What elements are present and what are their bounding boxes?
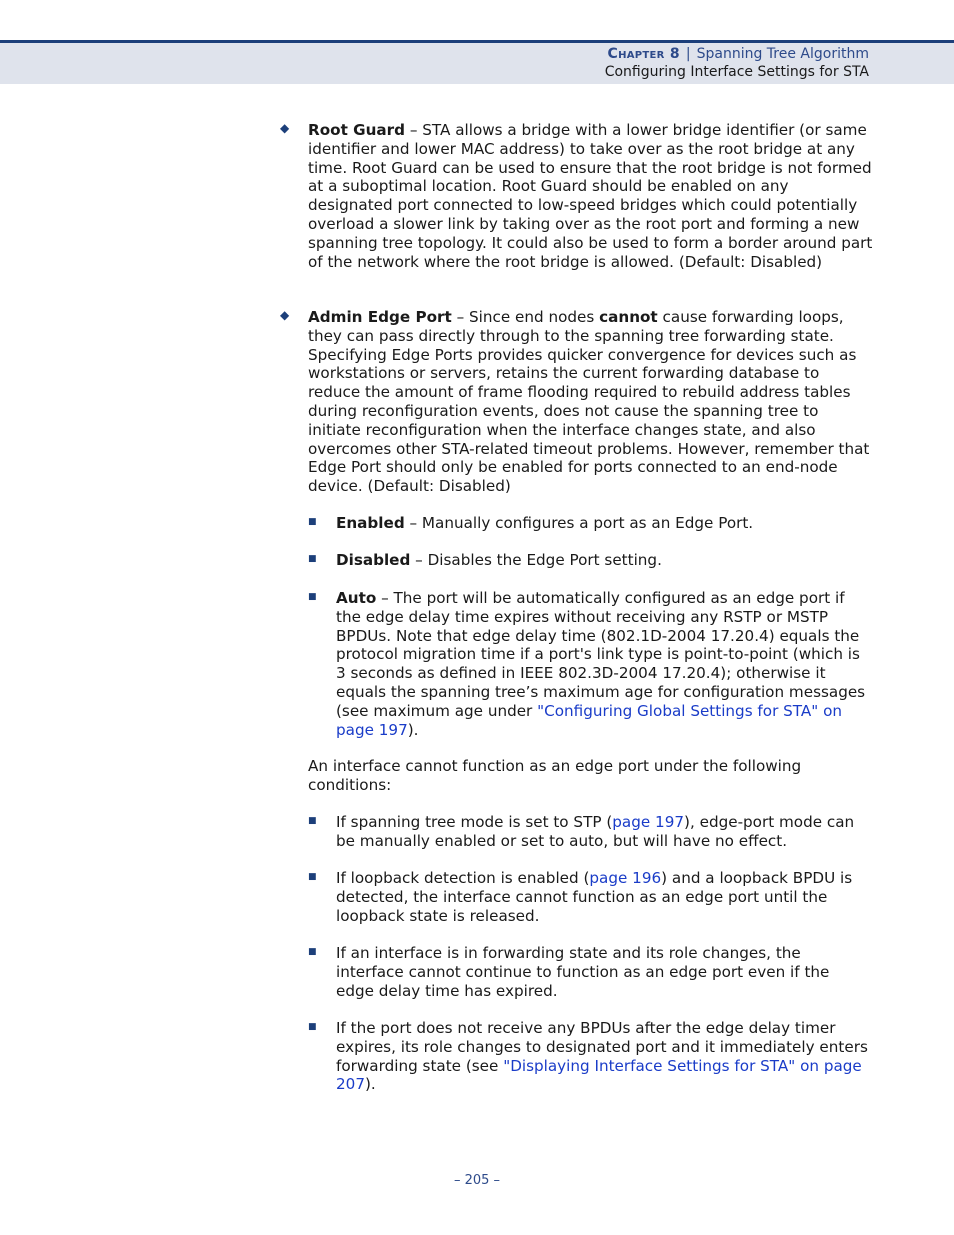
square-bullet-icon: ■ — [308, 816, 317, 826]
condition-text: ) and a loopback BPDU is detected, the interface cannot function as an edge port until the loopback state is released. — [336, 869, 853, 925]
condition-text: If an interface is in forwarding state and its role changes, the interface cannot continue to function as an edge port even if the edge delay time has expired. — [336, 944, 830, 1000]
admin-edge-paragraph — [308, 308, 873, 496]
displaying-interface-settings-link[interactable]: "Displaying Interface Settings for STA" on page 207 — [336, 1056, 862, 1094]
option-disabled — [336, 551, 871, 570]
square-bullet-icon: ■ — [308, 554, 317, 564]
square-bullet-icon: ■ — [308, 872, 317, 882]
page-196-link[interactable]: page 196 — [589, 869, 662, 887]
admin-edge-emphasis: cannot — [599, 308, 658, 326]
option-enabled — [336, 514, 871, 533]
condition-text: If the port does not receive any BPDUs after the edge delay timer expires, its role changes to designated port and it immediately enters forwarding state (see — [336, 1019, 868, 1075]
option-term: Disabled — [336, 551, 411, 569]
root-guard-text: – STA allows a bridge with a lower bridge identifier (or same identifier and lower MAC address) to take over as the root bridge at any time. Root Guard can be used to ensure that the root bridge is not formed at a suboptimal location. Root Guard should be enabled on any designated port connected to low-speed bridges which could potentially overload a slower link by taking over as the root port and forming a new spanning tree topology. It could also be used to form a border around part of the network where the root bridge is allowed. (Default: Disabled) — [308, 121, 873, 271]
option-text: – Manually configures a port as an Edge Port. — [404, 514, 754, 532]
condition-text: ). — [365, 1075, 376, 1094]
option-term: Auto — [336, 589, 377, 607]
option-term: Enabled — [336, 514, 405, 532]
square-bullet-icon: ■ — [308, 592, 317, 602]
page-197-link[interactable]: page 197 — [612, 813, 685, 831]
header-separator: | — [685, 46, 691, 62]
diamond-bullet-icon: ◆ — [280, 121, 290, 135]
admin-edge-text: cause forwarding loops, they can pass directly through to the spanning tree forwarding state. Specifying Edge Ports provides quicker convergence for devices such as workstations or servers, retains the current forwarding database to reduce the amount of frame flooding required to rebuild address tables during reconfiguration events, does not cause the spanning tree to initiate reconfiguration when the interface changes state, and also overcomes other STA-related timeout problems. However, remember that Edge Port should only be enabled for ports connected to an end-node device. (Default: Disabled) — [308, 308, 870, 496]
admin-edge-text: – Since end nodes — [451, 308, 600, 326]
option-text: – Disables the Edge Port setting. — [410, 551, 662, 569]
condition-item — [336, 813, 871, 851]
page-header — [0, 40, 954, 84]
chapter-label: Chapter 8 — [607, 46, 680, 62]
conditions-intro: An interface cannot function as an edge port under the following conditions: — [308, 757, 802, 794]
condition-item — [336, 869, 871, 925]
square-bullet-icon: ■ — [308, 947, 317, 957]
diamond-bullet-icon: ◆ — [280, 308, 290, 322]
condition-item — [336, 1019, 871, 1094]
option-auto — [336, 589, 871, 739]
root-guard-paragraph — [308, 121, 873, 271]
condition-text: If spanning tree mode is set to STP ( — [336, 813, 613, 831]
chapter-title: Spanning Tree Algorithm — [696, 46, 869, 62]
page-number: – 205 – — [453, 1173, 501, 1188]
option-text: ). — [407, 720, 419, 739]
square-bullet-icon: ■ — [308, 517, 317, 527]
condition-text: If loopback detection is enabled ( — [336, 869, 590, 887]
condition-item — [336, 944, 871, 1000]
admin-edge-term: Admin Edge Port — [308, 308, 452, 326]
condition-text: ), edge-port mode can be manually enabled or set to auto, but will have no effect. — [336, 813, 855, 850]
configuring-global-settings-link[interactable]: "Configuring Global Settings for STA" on page 197 — [336, 701, 843, 739]
section-title: Configuring Interface Settings for STA — [604, 64, 869, 80]
square-bullet-icon: ■ — [308, 1022, 317, 1032]
root-guard-term: Root Guard — [308, 121, 405, 139]
chapter-line — [608, 46, 870, 62]
option-text: – The port will be automatically configured as an edge port if the edge delay time expires without receiving any RSTP or MSTP BPDUs. Note that edge delay time (802.1D-2004 17.20.4) equals the protocol migration time if a port's link type is point-to-point (which is 3 seconds as defined in IEEE 802.3D-2004 17.20.4); otherwise it equals the spanning tree’s maximum age for configuration messages (see maximum age under — [336, 589, 866, 720]
